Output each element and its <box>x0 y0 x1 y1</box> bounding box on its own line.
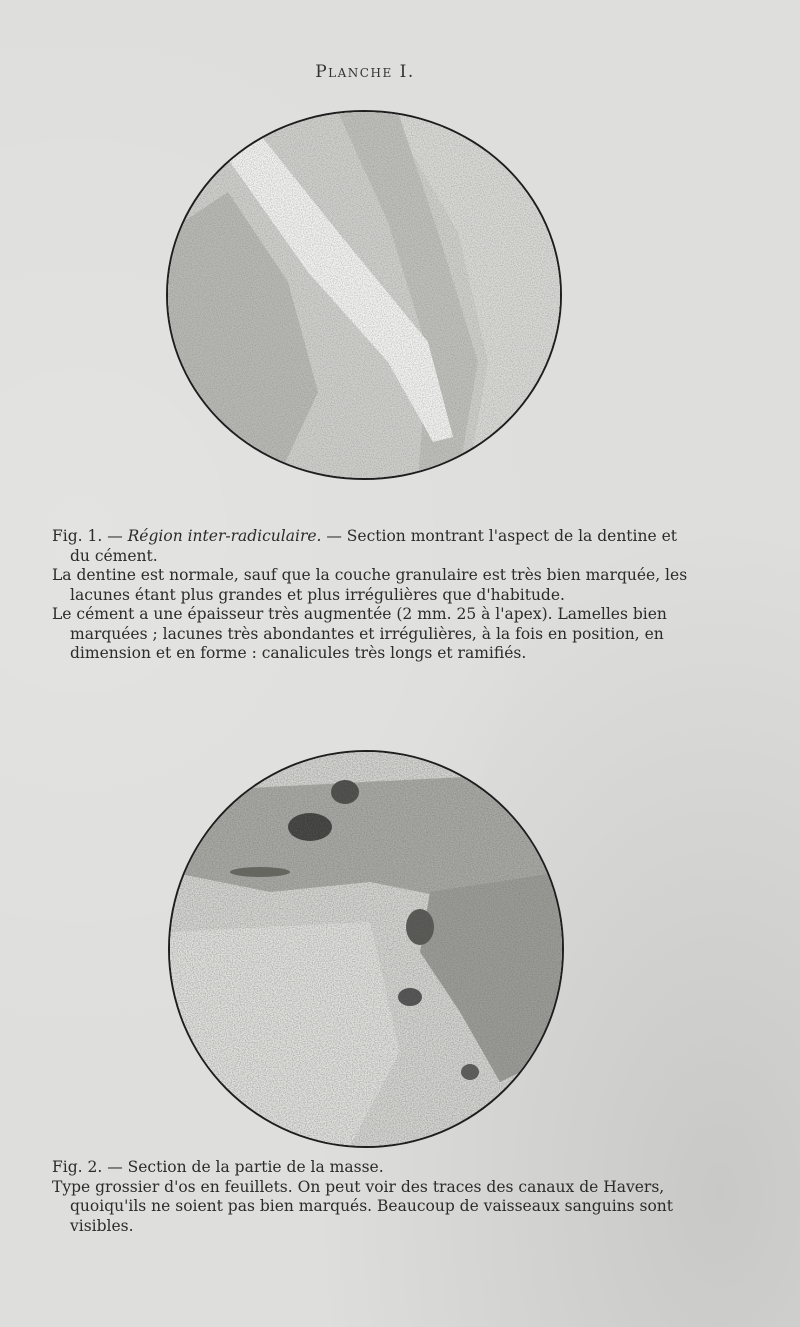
figure-2-description: Type grossier d'os en feuillets. On peut voir des traces des canaux de Havers, quoiqu'ils ne soient pas bien marqués. Beaucoup de vaisseaux sanguins sont visibles. <box>52 1177 674 1235</box>
figure-2-caption <box>52 1158 692 1236</box>
figure-1-caption <box>52 527 692 664</box>
figure-2-micrograph <box>168 750 564 1148</box>
figure-2-micrograph-drawing <box>170 752 562 1146</box>
figure-1-micrograph-drawing <box>168 112 560 478</box>
figure-1-title-line <box>52 527 692 566</box>
figure-1-cement-paragraph: Le cément a une épaisseur très augmentée (2 mm. 25 à l'apex). Lamelles bien marquées ; lacunes très abondantes et irrégulières, à la fois en position, en dimension et en forme : canalicules très longs et ramifiés. <box>52 605 667 662</box>
figure-1-micrograph <box>166 110 562 480</box>
figure-2-title-line: Fig. 2. — Section de la partie de la masse. <box>52 1158 384 1176</box>
figure-1-dentine-paragraph: La dentine est normale, sauf que la couche granulaire est très bien marquée, les lacunes étant plus grandes et plus irrégulières que d'habitude. <box>52 566 688 604</box>
figure-1-label: Fig. 1. — <box>52 527 128 545</box>
figure-1-title-rest: — Section montrant l'aspect de la dentine et du cément. <box>70 527 677 565</box>
plate-title: Planche I. <box>315 62 415 82</box>
figure-1-title: Région inter-radiculaire. <box>127 527 322 545</box>
